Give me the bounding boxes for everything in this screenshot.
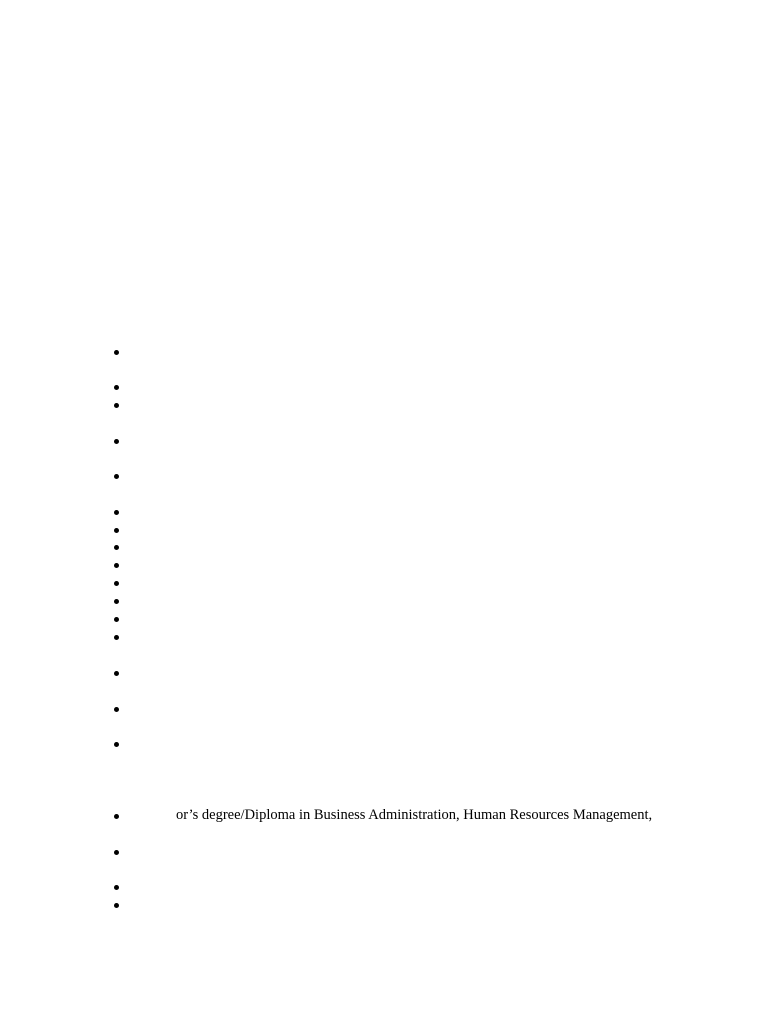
bullet-6 (112, 508, 120, 516)
bullet-3 (112, 401, 120, 409)
bullet-15 (112, 705, 120, 713)
bullet-10 (112, 579, 120, 587)
bullet-19 (112, 883, 120, 891)
bullet-16 (112, 740, 120, 748)
bullet-13 (112, 633, 120, 641)
bullet-7 (112, 526, 120, 534)
bullet-5 (112, 472, 120, 480)
bullet-14 (112, 669, 120, 677)
bullet-2 (112, 383, 120, 391)
bullet-18 (112, 848, 120, 856)
bullet-8 (112, 543, 120, 551)
bullet-12 (112, 615, 120, 623)
bullet-17 (112, 812, 120, 820)
bullet-4 (112, 437, 120, 445)
list-item-text: or’s degree/Diploma in Business Administration, Human Resources Management, (176, 807, 653, 823)
bullet-20 (112, 901, 120, 909)
bullet-1 (112, 348, 120, 356)
bullet-11 (112, 597, 120, 605)
bullet-9 (112, 561, 120, 569)
